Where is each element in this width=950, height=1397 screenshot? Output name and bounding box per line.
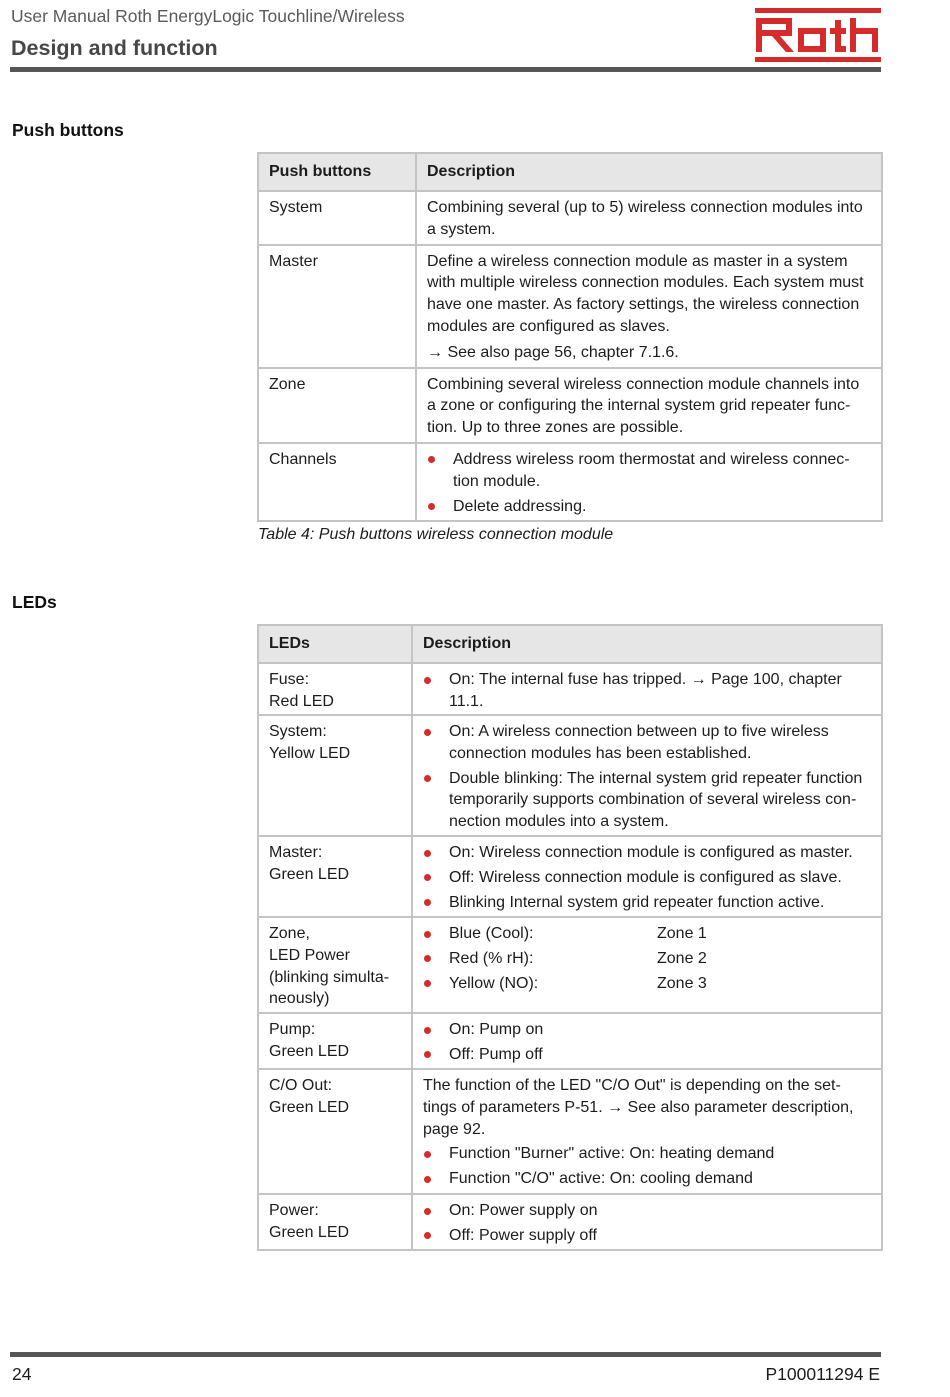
red-bullet-icon — [424, 1176, 431, 1183]
list-item — [423, 892, 875, 914]
column-header-push-buttons: Push buttons — [258, 153, 416, 191]
table-row — [258, 245, 882, 368]
zone-color-item — [423, 973, 875, 995]
zone-value: Zone 3 — [657, 974, 707, 992]
leds-table — [257, 624, 883, 1251]
red-bullet-icon — [424, 677, 431, 684]
led-name: Pump: Green LED — [258, 1013, 412, 1069]
led-name: C/O Out: Green LED — [258, 1069, 412, 1194]
push-buttons-table — [257, 152, 883, 522]
list-item-text: On: A wireless connection between up to five wireless connection modules has been established. — [449, 723, 829, 762]
zone-value: Zone 2 — [657, 949, 707, 967]
red-bullet-icon — [424, 850, 431, 857]
led-description — [412, 715, 882, 836]
table-caption: Table 4: Push buttons wireless connection module — [258, 526, 614, 543]
table-row — [258, 1194, 882, 1250]
zone-color-label: Red (% rH): — [449, 949, 534, 967]
push-buttons-heading: Push buttons — [12, 120, 124, 140]
bullet-list — [423, 842, 875, 913]
button-description — [416, 443, 882, 521]
button-description — [416, 368, 882, 443]
red-bullet-icon — [424, 775, 431, 782]
cross-reference: → See also page 56, chapter 7.1.6. — [427, 343, 679, 361]
led-name: Power: Green LED — [258, 1194, 412, 1250]
list-item — [427, 449, 875, 493]
led-name: Fuse: Red LED — [258, 663, 412, 715]
button-name: System — [258, 191, 416, 245]
red-bullet-icon — [424, 1208, 431, 1215]
table-row — [258, 715, 882, 836]
red-bullet-icon — [424, 931, 431, 938]
led-description — [412, 1194, 882, 1250]
button-description — [416, 245, 882, 368]
column-header-description: Description — [416, 153, 882, 191]
list-item-text: Double blinking: The internal system grid repeater function temporarily supports combination of several wireless con- nection modules into a system. — [449, 769, 863, 831]
list-item — [423, 721, 875, 765]
zone-color-label: Blue (Cool): — [449, 925, 534, 942]
led-description — [412, 1069, 882, 1194]
red-bullet-icon — [424, 1151, 431, 1158]
red-bullet-icon — [424, 874, 431, 881]
red-bullet-icon — [424, 1051, 431, 1058]
bullet-list — [423, 669, 875, 713]
logo-letter-o — [798, 28, 826, 52]
footer-rule — [10, 1352, 881, 1357]
zone-color-item — [423, 948, 875, 970]
bullet-list — [423, 1019, 875, 1066]
manual-title: User Manual Roth EnergyLogic Touchline/Wireless — [11, 6, 405, 26]
led-description — [412, 663, 882, 715]
list-item — [423, 1143, 875, 1165]
led-name: Zone, LED Power (blinking simulta- neously) — [258, 917, 412, 1013]
bullet-list — [423, 1143, 875, 1190]
zone-color-list — [423, 923, 875, 994]
logo-letter-r — [756, 18, 794, 52]
zone-color-item — [423, 923, 875, 945]
red-bullet-icon — [424, 899, 431, 906]
table-row — [258, 368, 882, 443]
list-item — [423, 842, 875, 864]
zone-color-label: Yellow (NO): — [449, 974, 539, 992]
list-item — [423, 1168, 875, 1190]
table-row — [258, 191, 882, 245]
list-item — [423, 1019, 875, 1041]
button-name: Channels — [258, 443, 416, 521]
description-text: Combining several (up to 5) wireless connection modules into a system. — [427, 199, 863, 238]
bullet-list — [423, 1200, 875, 1247]
red-bullet-icon — [428, 456, 435, 463]
red-bullet-icon — [424, 729, 431, 736]
bullet-list — [427, 449, 875, 517]
logo-shapes — [755, 8, 881, 62]
led-description — [412, 1013, 882, 1069]
logo-letter-t — [830, 20, 846, 52]
column-header-leds: LEDs — [258, 625, 412, 663]
list-item — [423, 768, 875, 833]
list-item — [423, 1044, 875, 1066]
red-bullet-icon — [428, 503, 435, 510]
list-item-text: Off: Power supply off — [449, 1226, 597, 1244]
table-row — [258, 836, 882, 917]
description-text: Define a wireless connection module as master in a system with multiple wireless connection modules. Each system must have one master. As factory settings, the wireless connection modules are configured as slaves. — [427, 252, 864, 335]
list-item-text: Address wireless room thermostat and wireless connec- tion module. — [453, 450, 850, 490]
table-row — [258, 663, 882, 715]
list-item-text: On: Power supply on — [449, 1202, 598, 1219]
red-bullet-icon — [424, 980, 431, 987]
bullet-list — [423, 721, 875, 833]
list-item-text: On: Wireless connection module is configured as master. — [449, 844, 853, 861]
table-header-row — [258, 625, 882, 663]
led-name: System: Yellow LED — [258, 715, 412, 836]
list-item — [423, 669, 875, 713]
list-item-text: Off: Pump off — [449, 1045, 543, 1063]
list-item — [427, 496, 875, 518]
list-item-text: Off: Wireless connection module is configured as slave. — [449, 868, 842, 886]
list-item — [423, 1225, 875, 1247]
button-name: Zone — [258, 368, 416, 443]
document-number: P100011294 E — [765, 1364, 880, 1384]
red-bullet-icon — [424, 1232, 431, 1239]
logo-bottom-bar — [755, 57, 881, 62]
table-row — [258, 443, 882, 521]
description-text: Combining several wireless connection module channels into a zone or configuring the internal system grid repeater func- tion. Up to three zones are possible. — [427, 375, 860, 437]
logo-top-bar — [755, 8, 881, 13]
list-item-text: On: The internal fuse has tripped. → Page 100, chapter 11.1. — [449, 671, 842, 710]
button-description — [416, 191, 882, 245]
page-number: 24 — [12, 1364, 32, 1384]
list-item — [423, 867, 875, 889]
header-rule — [10, 67, 881, 72]
column-header-description: Description — [412, 625, 882, 663]
red-bullet-icon — [424, 1027, 431, 1034]
led-description — [412, 836, 882, 917]
chapter-title: Design and function — [11, 36, 218, 60]
list-item-text: Function "C/O" active: On: cooling demand — [449, 1170, 753, 1188]
table-row — [258, 1013, 882, 1069]
red-bullet-icon — [424, 955, 431, 962]
list-item — [423, 1200, 875, 1222]
logo-letter-h — [850, 18, 878, 52]
list-item-text: Blinking Internal system grid repeater function active. — [449, 893, 825, 911]
table-row — [258, 917, 882, 1013]
led-description — [412, 917, 882, 1013]
led-name: Master: Green LED — [258, 836, 412, 917]
list-item-text: Delete addressing. — [453, 497, 587, 515]
list-item-text: On: Pump on — [449, 1021, 544, 1038]
table-row — [258, 1069, 882, 1194]
button-name: Master — [258, 245, 416, 368]
zone-value: Zone 1 — [657, 925, 707, 942]
description-text: The function of the LED "C/O Out" is depending on the set- tings of parameters P-51. → See also parameter description, page 92. — [423, 1077, 854, 1138]
roth-logo — [755, 8, 881, 62]
leds-heading: LEDs — [12, 592, 57, 612]
list-item-text: Function "Burner" active: On: heating demand — [449, 1145, 775, 1163]
table-header-row — [258, 153, 882, 191]
